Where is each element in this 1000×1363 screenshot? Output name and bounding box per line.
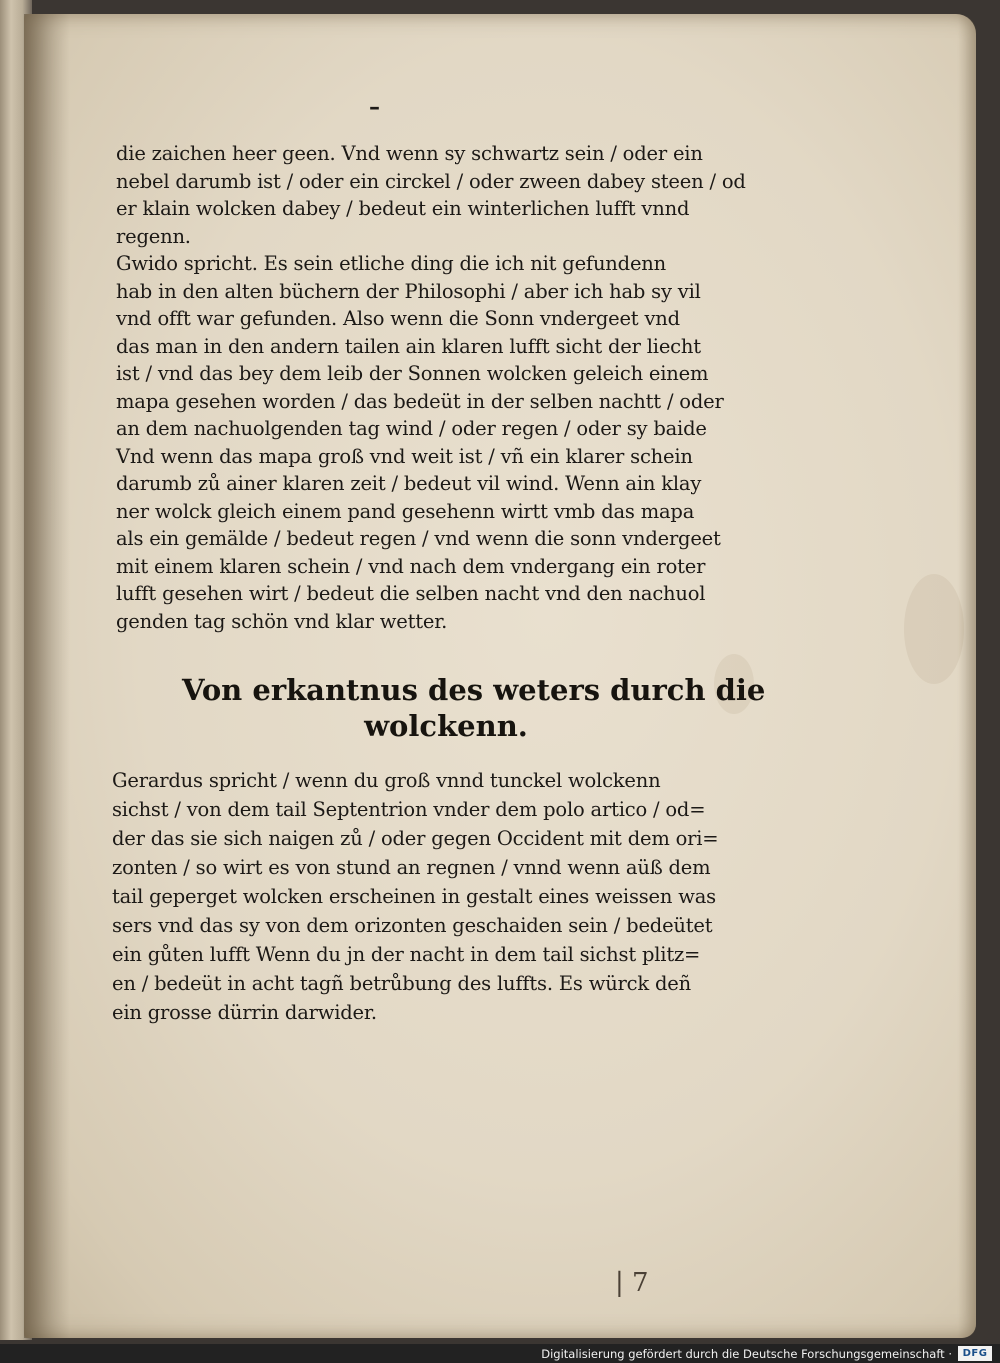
text-line: nebel darumb ist / oder ein circkel / oder zween dabey steen / od bbox=[116, 169, 746, 193]
text-line: ist / vnd das bey dem leib der Sonnen wolcken geleich einem bbox=[116, 362, 709, 385]
text-line: sers vnd das sy von dem orizonten geschaiden sein / bedeütet bbox=[112, 914, 713, 937]
text-line: lufft gesehen wirt / bedeut die selben nacht vnd den nachuol bbox=[116, 582, 706, 605]
text-line: ein gůten lufft Wenn du jn der nacht in dem tail sichst plitz= bbox=[112, 943, 701, 966]
text-line: Vnd wenn das mapa groß vnd weit ist / vñ ein klarer schein bbox=[116, 444, 693, 468]
text-line: an dem nachuolgenden tag wind / oder regen / oder sy baide bbox=[116, 417, 707, 440]
text-line: die zaichen heer geen. Vnd wenn sy schwartz sein / oder ein bbox=[116, 142, 703, 165]
text-line: darumb zů ainer klaren zeit / bedeut vil wind. Wenn ain klay bbox=[116, 472, 702, 495]
footer-credit: Digitalisierung gefördert durch die Deutsche Forschungsgemeinschaft · bbox=[541, 1347, 952, 1361]
section-heading bbox=[176, 672, 766, 744]
page-edge-shadow bbox=[958, 14, 976, 1338]
heading-line: wolckenn. bbox=[364, 709, 528, 743]
page-mark: – bbox=[369, 94, 380, 120]
text-line: tail geperget wolcken erscheinen in gestalt eines weissen was bbox=[112, 885, 716, 908]
text-line: regenn. bbox=[116, 224, 191, 248]
text-line: als ein gemälde / bedeut regen / vnd wenn die sonn vndergeet bbox=[116, 527, 721, 550]
text-line: sichst / von dem tail Septentrion vnder dem polo artico / od= bbox=[112, 798, 706, 821]
text-line: er klain wolcken dabey / bedeut ein winterlichen lufft vnnd bbox=[116, 197, 690, 220]
text-line: ner wolck gleich einem pand gesehenn wirtt vmb das mapa bbox=[116, 499, 695, 523]
text-line: der das sie sich naigen zů / oder gegen Occident mit dem ori= bbox=[112, 827, 719, 850]
text-line: hab in den alten büchern der Philosophi / aber ich hab sy vil bbox=[116, 279, 701, 303]
paper-stain bbox=[904, 574, 964, 684]
bottom-marks: | 7 bbox=[615, 1268, 649, 1298]
text-line: mit einem klaren schein / vnd nach dem vndergang ein roter bbox=[116, 554, 706, 578]
text-block-upper bbox=[116, 140, 756, 635]
text-line: Gerardus spricht / wenn du groß vnnd tunckel wolckenn bbox=[112, 769, 661, 792]
heading-line: Von erkantnus des weters durch die bbox=[182, 673, 766, 707]
gutter-shadow bbox=[24, 14, 70, 1338]
text-line: genden tag schön vnd klar wetter. bbox=[116, 609, 448, 633]
text-line: zonten / so wirt es von stund an regnen / vnnd wenn aüß dem bbox=[112, 856, 711, 879]
text-line: Gwido spricht. Es sein etliche ding die ich nit gefundenn bbox=[116, 252, 666, 275]
text-line: vnd offt war gefunden. Also wenn die Sonn vndergeet vnd bbox=[116, 307, 680, 330]
text-line: mapa gesehen worden / das bedeüt in der selben nachtt / oder bbox=[116, 389, 724, 413]
text-block-lower bbox=[112, 766, 762, 1027]
text-line: das man in den andern tailen ain klaren lufft sicht der liecht bbox=[116, 334, 701, 358]
text-line: ein grosse dürrin darwider. bbox=[112, 1001, 377, 1024]
dfg-logo: DFG bbox=[958, 1346, 992, 1361]
text-line: en / bedeüt in acht tagñ betrůbung des luffts. Es würck deñ bbox=[112, 972, 691, 995]
